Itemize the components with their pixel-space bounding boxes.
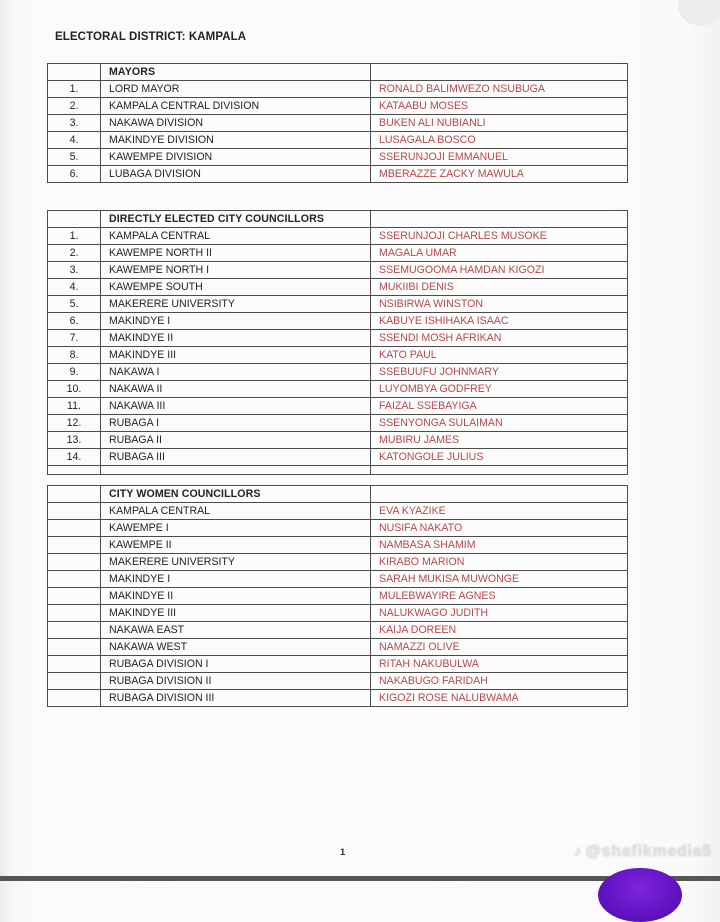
- office-cell: MAKINDYE I: [101, 313, 371, 330]
- roster-row: [48, 364, 628, 381]
- section-title-cell: CITY WOMEN COUNCILLORS: [101, 486, 371, 503]
- candidate-name-cell: KIRABO MARION: [371, 554, 628, 571]
- row-number-cell: 6.: [48, 166, 101, 183]
- candidate-name-cell: MUKIIBI DENIS: [371, 279, 628, 296]
- tiktok-note-icon: ♪: [573, 843, 583, 860]
- row-number-cell: 5.: [48, 296, 101, 313]
- roster-row: [48, 605, 628, 622]
- office-cell: KAWEMPE I: [101, 520, 371, 537]
- row-number-cell: [48, 690, 101, 707]
- roster-row: [48, 656, 628, 673]
- page-title: ELECTORAL DISTRICT: KAMPALA: [55, 31, 247, 43]
- candidate-name-cell: KATAABU MOSES: [371, 98, 628, 115]
- roster-row: [48, 279, 628, 296]
- office-cell: LORD MAYOR: [101, 81, 371, 98]
- candidate-name-cell: SSEBUUFU JOHNMARY: [371, 364, 628, 381]
- candidate-name-cell: NAKABUGO FARIDAH: [371, 673, 628, 690]
- candidate-name-cell: RONALD BALIMWEZO NSUBUGA: [371, 81, 628, 98]
- roster-row: [48, 166, 628, 183]
- candidate-name-cell: [371, 466, 628, 475]
- roster-row: [48, 398, 628, 415]
- candidate-name-cell: KATO PAUL: [371, 347, 628, 364]
- city-women-councillors-table: [47, 485, 628, 707]
- roster-row: [48, 520, 628, 537]
- row-number-cell: 11.: [48, 398, 101, 415]
- roster-row: [48, 313, 628, 330]
- roster-row: [48, 537, 628, 554]
- row-number-cell: 3.: [48, 115, 101, 132]
- row-number-cell: [48, 554, 101, 571]
- photo-glare-circle: [678, 0, 720, 26]
- row-number-cell: [48, 64, 101, 81]
- row-number-cell: 6.: [48, 313, 101, 330]
- office-cell: MAKERERE UNIVERSITY: [101, 554, 371, 571]
- candidate-name-cell: KIGOZI ROSE NALUBWAMA: [371, 690, 628, 707]
- office-cell: MAKERERE UNIVERSITY: [101, 296, 371, 313]
- office-cell: RUBAGA II: [101, 432, 371, 449]
- roster-row: [48, 449, 628, 466]
- roster-row: [48, 381, 628, 398]
- section-header-row: [48, 64, 628, 81]
- candidate-name-cell: [371, 211, 628, 228]
- office-cell: RUBAGA DIVISION II: [101, 673, 371, 690]
- row-number-cell: [48, 639, 101, 656]
- section-title-cell: DIRECTLY ELECTED CITY COUNCILLORS: [101, 211, 371, 228]
- purple-blob: [598, 868, 682, 922]
- row-number-cell: [48, 486, 101, 503]
- row-number-cell: 8.: [48, 347, 101, 364]
- roster-row: [48, 81, 628, 98]
- office-cell: RUBAGA DIVISION III: [101, 690, 371, 707]
- row-number-cell: 5.: [48, 149, 101, 166]
- office-cell: [101, 466, 371, 475]
- row-number-cell: 3.: [48, 262, 101, 279]
- row-number-cell: [48, 588, 101, 605]
- office-cell: MAKINDYE III: [101, 605, 371, 622]
- row-number-cell: [48, 605, 101, 622]
- candidate-name-cell: MBERAZZE ZACKY MAWULA: [371, 166, 628, 183]
- office-cell: KAWEMPE DIVISION: [101, 149, 371, 166]
- candidate-name-cell: SSERUNJOJI EMMANUEL: [371, 149, 628, 166]
- office-cell: LUBAGA DIVISION: [101, 166, 371, 183]
- roster-row: [48, 622, 628, 639]
- row-number-cell: 13.: [48, 432, 101, 449]
- candidate-name-cell: KATONGOLE JULIUS: [371, 449, 628, 466]
- empty-row: [48, 466, 628, 475]
- candidate-name-cell: SSENYONGA SULAIMAN: [371, 415, 628, 432]
- office-cell: KAMPALA CENTRAL DIVISION: [101, 98, 371, 115]
- office-cell: MAKINDYE II: [101, 588, 371, 605]
- roster-row: [48, 347, 628, 364]
- row-number-cell: [48, 622, 101, 639]
- office-cell: NAKAWA III: [101, 398, 371, 415]
- office-cell: MAKINDYE I: [101, 571, 371, 588]
- candidate-name-cell: MAGALA UMAR: [371, 245, 628, 262]
- office-cell: KAMPALA CENTRAL: [101, 228, 371, 245]
- office-cell: RUBAGA III: [101, 449, 371, 466]
- office-cell: RUBAGA I: [101, 415, 371, 432]
- row-number-cell: 10.: [48, 381, 101, 398]
- candidate-name-cell: KABUYE ISHIHAKA ISAAC: [371, 313, 628, 330]
- row-number-cell: [48, 503, 101, 520]
- watermark-handle: @shafikmedia5: [585, 843, 712, 860]
- row-number-cell: [48, 537, 101, 554]
- mayors-table: [47, 63, 628, 183]
- directly-elected-city-councillors-table: [47, 210, 628, 475]
- roster-row: [48, 149, 628, 166]
- row-number-cell: 4.: [48, 279, 101, 296]
- roster-row: [48, 296, 628, 313]
- roster-row: [48, 330, 628, 347]
- roster-row: [48, 571, 628, 588]
- roster-row: [48, 639, 628, 656]
- row-number-cell: 2.: [48, 245, 101, 262]
- section-header-row: [48, 486, 628, 503]
- candidate-name-cell: SSERUNJOJI CHARLES MUSOKE: [371, 228, 628, 245]
- section-title-cell: MAYORS: [101, 64, 371, 81]
- row-number-cell: [48, 520, 101, 537]
- office-cell: NAKAWA II: [101, 381, 371, 398]
- candidate-name-cell: SARAH MUKISA MUWONGE: [371, 571, 628, 588]
- office-cell: MAKINDYE DIVISION: [101, 132, 371, 149]
- candidate-name-cell: RITAH NAKUBULWA: [371, 656, 628, 673]
- candidate-name-cell: BUKEN ALI NUBIANLI: [371, 115, 628, 132]
- row-number-cell: [48, 673, 101, 690]
- row-number-cell: [48, 466, 101, 475]
- office-cell: MAKINDYE II: [101, 330, 371, 347]
- office-cell: KAWEMPE II: [101, 537, 371, 554]
- candidate-name-cell: [371, 64, 628, 81]
- office-cell: NAKAWA I: [101, 364, 371, 381]
- candidate-name-cell: LUYOMBYA GODFREY: [371, 381, 628, 398]
- roster-row: [48, 245, 628, 262]
- candidate-name-cell: NAMAZZI OLIVE: [371, 639, 628, 656]
- candidate-name-cell: SSENDI MOSH AFRIKAN: [371, 330, 628, 347]
- roster-row: [48, 132, 628, 149]
- roster-row: [48, 98, 628, 115]
- section-header-row: [48, 211, 628, 228]
- row-number-cell: 1.: [48, 81, 101, 98]
- roster-row: [48, 228, 628, 245]
- row-number-cell: 2.: [48, 98, 101, 115]
- office-cell: KAMPALA CENTRAL: [101, 503, 371, 520]
- office-cell: NAKAWA EAST: [101, 622, 371, 639]
- candidate-name-cell: FAIZAL SSEBAYIGA: [371, 398, 628, 415]
- candidate-name-cell: MUBIRU JAMES: [371, 432, 628, 449]
- candidate-name-cell: NALUKWAGO JUDITH: [371, 605, 628, 622]
- candidate-name-cell: [371, 486, 628, 503]
- office-cell: NAKAWA WEST: [101, 639, 371, 656]
- candidate-name-cell: NAMBASA SHAMIM: [371, 537, 628, 554]
- row-number-cell: [48, 656, 101, 673]
- office-cell: MAKINDYE III: [101, 347, 371, 364]
- roster-row: [48, 432, 628, 449]
- candidate-name-cell: NSIBIRWA WINSTON: [371, 296, 628, 313]
- office-cell: NAKAWA DIVISION: [101, 115, 371, 132]
- roster-row: [48, 115, 628, 132]
- row-number-cell: 9.: [48, 364, 101, 381]
- candidate-name-cell: KAIJA DOREEN: [371, 622, 628, 639]
- roster-row: [48, 415, 628, 432]
- row-number-cell: 12.: [48, 415, 101, 432]
- roster-row: [48, 690, 628, 707]
- row-number-cell: 7.: [48, 330, 101, 347]
- candidate-name-cell: LUSAGALA BOSCO: [371, 132, 628, 149]
- candidate-name-cell: NUSIFA NAKATO: [371, 520, 628, 537]
- office-cell: KAWEMPE NORTH I: [101, 262, 371, 279]
- row-number-cell: 1.: [48, 228, 101, 245]
- row-number-cell: [48, 211, 101, 228]
- candidate-name-cell: EVA KYAZIKE: [371, 503, 628, 520]
- roster-row: [48, 588, 628, 605]
- office-cell: RUBAGA DIVISION I: [101, 656, 371, 673]
- roster-row: [48, 554, 628, 571]
- candidate-name-cell: SSEMUGOOMA HAMDAN KIGOZI: [371, 262, 628, 279]
- roster-row: [48, 673, 628, 690]
- office-cell: KAWEMPE NORTH II: [101, 245, 371, 262]
- row-number-cell: 14.: [48, 449, 101, 466]
- roster-row: [48, 262, 628, 279]
- candidate-name-cell: MULEBWAYIRE AGNES: [371, 588, 628, 605]
- office-cell: KAWEMPE SOUTH: [101, 279, 371, 296]
- watermark: [574, 843, 712, 861]
- row-number-cell: [48, 571, 101, 588]
- roster-row: [48, 503, 628, 520]
- row-number-cell: 4.: [48, 132, 101, 149]
- page-number: 1: [340, 847, 346, 858]
